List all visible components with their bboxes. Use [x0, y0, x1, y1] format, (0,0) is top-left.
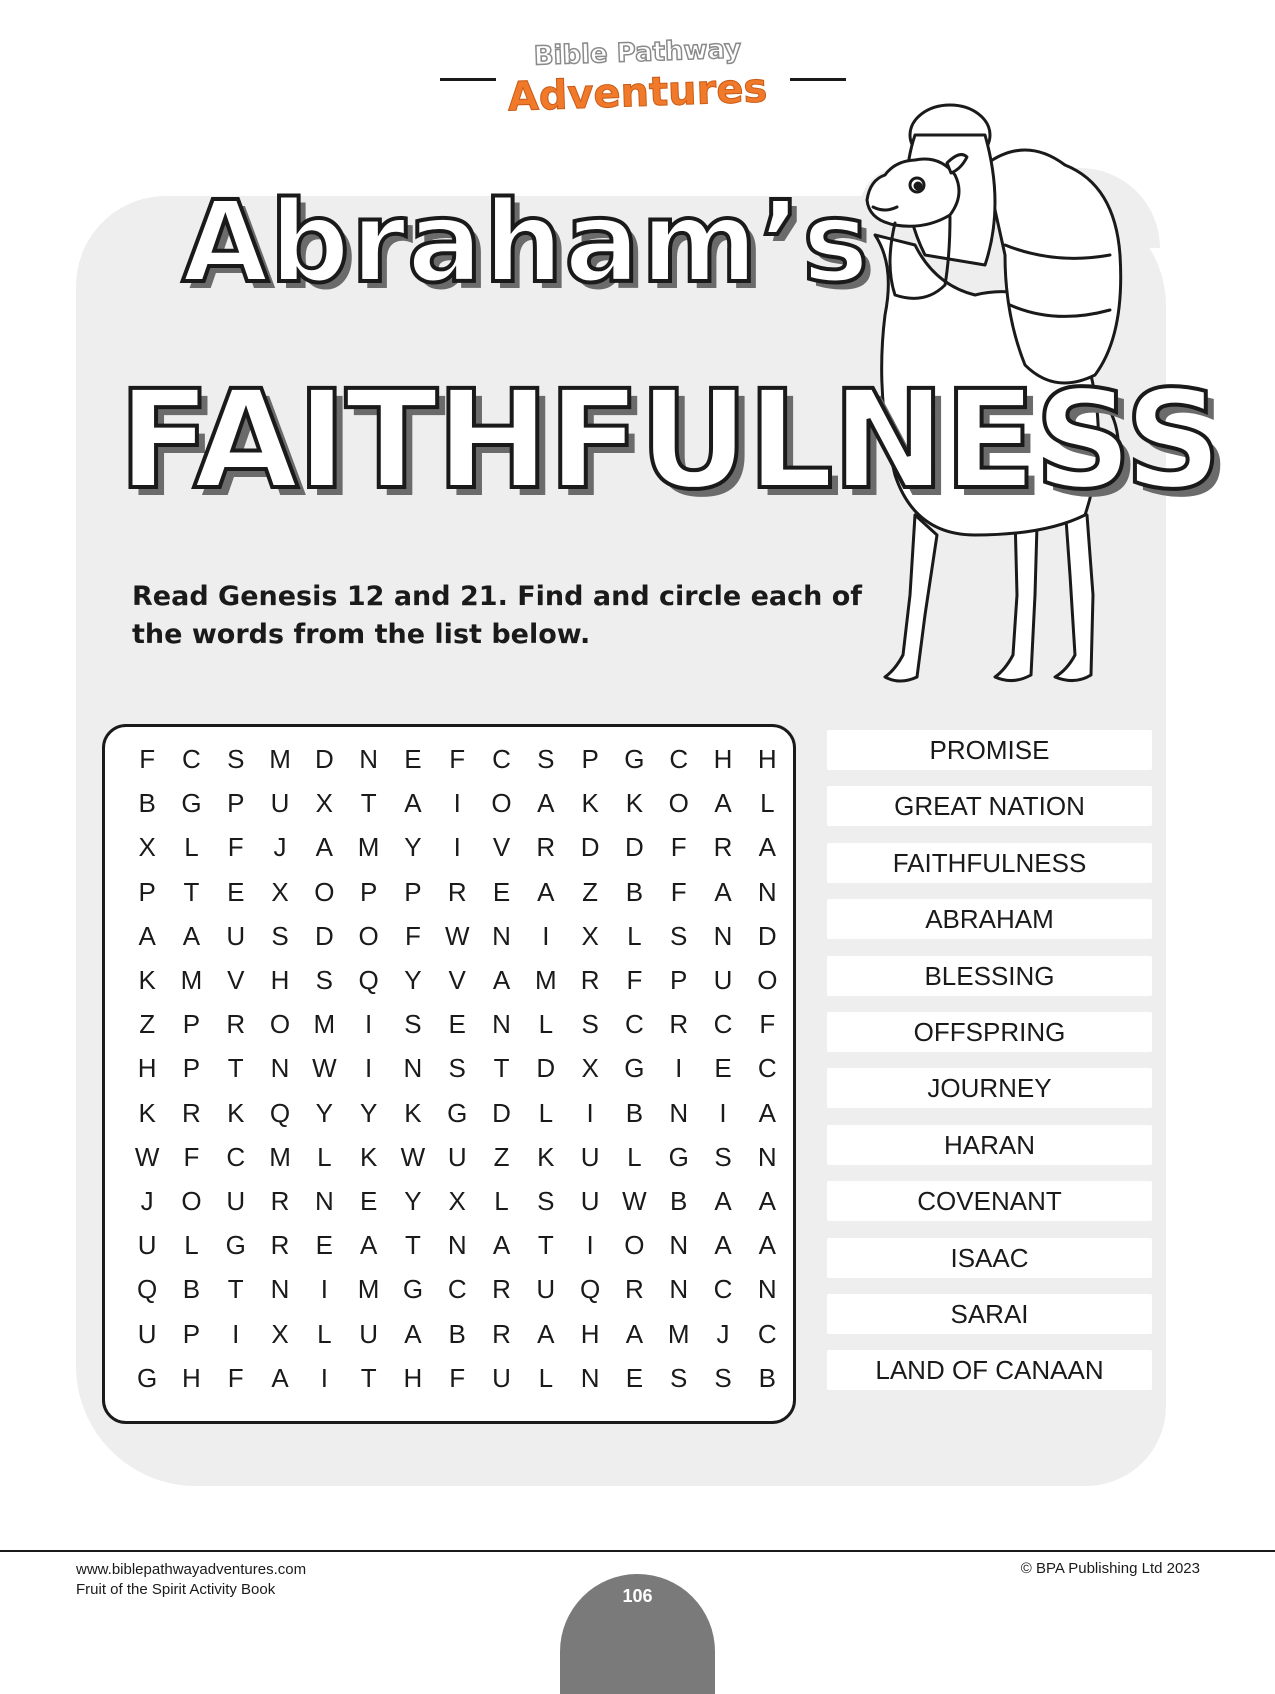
- grid-letter[interactable]: C: [447, 1274, 467, 1305]
- grid-letter[interactable]: C: [625, 1009, 644, 1040]
- grid-letter[interactable]: A: [492, 1230, 511, 1261]
- grid-letter[interactable]: P: [359, 876, 378, 907]
- grid-letter[interactable]: R: [447, 876, 467, 907]
- grid-letter[interactable]: R: [492, 1318, 511, 1349]
- grid-letter[interactable]: F: [227, 1362, 244, 1393]
- grid-letter[interactable]: L: [627, 1141, 642, 1172]
- grid-letter[interactable]: U: [447, 1141, 467, 1172]
- grid-letter[interactable]: D: [536, 1053, 556, 1084]
- grid-letter[interactable]: A: [714, 876, 732, 907]
- grid-letter[interactable]: E: [448, 1009, 466, 1040]
- grid-letter[interactable]: X: [315, 788, 333, 819]
- camel-front-leg: [1055, 505, 1093, 681]
- grid-letter[interactable]: C: [492, 744, 511, 774]
- grid-letter[interactable]: F: [449, 744, 466, 774]
- grid-letter[interactable]: E: [404, 744, 422, 774]
- grid-letter[interactable]: Z: [582, 876, 599, 907]
- camel-pupil: [915, 183, 921, 189]
- grid-letter[interactable]: H: [580, 1318, 600, 1349]
- grid-letter[interactable]: B: [448, 1318, 466, 1349]
- grid-row: [125, 1179, 789, 1223]
- grid-letter[interactable]: F: [183, 1141, 200, 1172]
- grid-letter[interactable]: A: [271, 1362, 289, 1393]
- word-list-item: JOURNEY: [827, 1068, 1152, 1108]
- grid-letter[interactable]: A: [182, 920, 201, 951]
- grid-row: [125, 870, 789, 914]
- grid-letter[interactable]: C: [713, 1009, 733, 1040]
- grid-letter[interactable]: Y: [404, 965, 422, 995]
- grid-letter[interactable]: X: [581, 1053, 599, 1084]
- grid-letter[interactable]: Q: [358, 965, 379, 995]
- grid-letter[interactable]: B: [625, 1097, 644, 1128]
- grid-letter[interactable]: A: [537, 788, 555, 819]
- grid-letter[interactable]: V: [227, 965, 245, 995]
- grid-letter[interactable]: J: [716, 1318, 730, 1349]
- grid-letter[interactable]: A: [315, 832, 333, 863]
- grid-letter[interactable]: C: [713, 1274, 733, 1305]
- grid-letter[interactable]: W: [134, 1141, 160, 1172]
- grid-letter[interactable]: Z: [493, 1141, 510, 1172]
- logo-text-top: Bible Pathway: [533, 34, 742, 72]
- grid-letter[interactable]: I: [232, 1318, 240, 1349]
- grid-letter[interactable]: A: [625, 1318, 644, 1349]
- grid-letter[interactable]: H: [182, 1362, 201, 1393]
- word-list-item: COVENANT: [827, 1181, 1152, 1221]
- grid-letter[interactable]: D: [492, 1097, 511, 1128]
- word-list-item: ISAAC: [827, 1238, 1152, 1278]
- grid-letter[interactable]: C: [669, 744, 689, 774]
- grid-letter[interactable]: A: [404, 1318, 422, 1349]
- grid-letter[interactable]: H: [713, 744, 733, 774]
- grid-letter[interactable]: R: [182, 1097, 201, 1128]
- word-list-item: OFFSPRING: [827, 1012, 1152, 1052]
- grid-letter[interactable]: A: [537, 1318, 555, 1349]
- grid-letter[interactable]: F: [404, 920, 421, 951]
- grid-letter[interactable]: D: [625, 832, 644, 863]
- grid-letter[interactable]: M: [357, 832, 380, 863]
- grid-letter[interactable]: C: [226, 1141, 246, 1172]
- grid-letter[interactable]: O: [181, 1186, 202, 1216]
- grid-letter[interactable]: A: [359, 1230, 378, 1261]
- grid-letter[interactable]: G: [447, 1097, 468, 1128]
- grid-letter[interactable]: A: [758, 832, 776, 863]
- grid-row: [125, 825, 789, 869]
- grid-letter[interactable]: I: [542, 920, 550, 951]
- grid-letter[interactable]: Q: [580, 1274, 601, 1305]
- word-list-item: GREAT NATION: [827, 786, 1152, 826]
- footer-book-title: Fruit of the Spirit Activity Book: [76, 1581, 276, 1598]
- grid-row: [125, 781, 789, 825]
- grid-letter[interactable]: D: [580, 832, 600, 863]
- grid-letter[interactable]: F: [449, 1362, 466, 1393]
- grid-letter[interactable]: A: [714, 1230, 732, 1261]
- footer-divider: [0, 1550, 1275, 1552]
- grid-letter[interactable]: T: [360, 1362, 377, 1393]
- grid-letter[interactable]: U: [137, 1318, 157, 1349]
- grid-letter[interactable]: K: [138, 965, 156, 995]
- grid-letter[interactable]: M: [534, 965, 557, 995]
- grid-letter[interactable]: P: [670, 965, 688, 995]
- grid-letter[interactable]: C: [757, 1053, 777, 1084]
- grid-letter[interactable]: X: [138, 832, 156, 863]
- grid-row: [125, 1312, 789, 1356]
- grid-letter[interactable]: T: [537, 1230, 554, 1261]
- grid-letter[interactable]: X: [271, 876, 289, 907]
- grid-letter[interactable]: L: [317, 1318, 332, 1349]
- grid-letter[interactable]: N: [270, 1274, 290, 1305]
- grid-letter[interactable]: T: [183, 876, 200, 907]
- grid-letter[interactable]: Y: [404, 832, 422, 863]
- grid-letter[interactable]: P: [182, 1009, 201, 1040]
- grid-letter[interactable]: Q: [269, 1097, 291, 1128]
- footer-copyright: © BPA Publishing Ltd 2023: [1020, 1560, 1200, 1577]
- grid-letter[interactable]: S: [271, 920, 289, 951]
- grid-letter[interactable]: D: [314, 920, 334, 951]
- grid-row: [125, 958, 789, 1002]
- grid-letter[interactable]: A: [758, 1230, 776, 1261]
- grid-letter[interactable]: L: [317, 1141, 332, 1172]
- grid-letter[interactable]: U: [137, 1230, 157, 1261]
- camel-front-leg-2: [995, 515, 1037, 681]
- grid-letter[interactable]: O: [491, 788, 512, 819]
- grid-row: [125, 1002, 789, 1046]
- grid-letter[interactable]: S: [537, 1186, 555, 1216]
- grid-letter[interactable]: F: [670, 832, 687, 863]
- grid-letter[interactable]: E: [315, 1230, 333, 1261]
- grid-letter[interactable]: G: [668, 1141, 689, 1172]
- grid-row: [125, 1135, 789, 1179]
- grid-letter[interactable]: S: [227, 744, 245, 774]
- grid-letter[interactable]: O: [314, 876, 335, 907]
- grid-letter[interactable]: N: [359, 744, 379, 774]
- grid-letter[interactable]: L: [538, 1362, 554, 1393]
- grid-letter[interactable]: B: [182, 1274, 201, 1305]
- grid-letter[interactable]: R: [226, 1009, 246, 1040]
- grid-letter[interactable]: Z: [139, 1009, 156, 1040]
- grid-letter[interactable]: U: [580, 1186, 600, 1216]
- grid-letter[interactable]: N: [757, 1274, 777, 1305]
- grid-letter[interactable]: R: [270, 1186, 290, 1216]
- grid-letter[interactable]: O: [668, 788, 689, 819]
- grid-letter[interactable]: P: [182, 1053, 201, 1084]
- grid-letter[interactable]: S: [670, 920, 688, 951]
- grid-letter[interactable]: D: [314, 744, 334, 774]
- grid-letter[interactable]: O: [358, 920, 379, 951]
- grid-letter[interactable]: Y: [359, 1097, 378, 1128]
- word-list-item: LAND OF CANAAN: [827, 1350, 1152, 1390]
- grid-letter[interactable]: X: [271, 1318, 289, 1349]
- grid-letter[interactable]: U: [226, 920, 246, 951]
- grid-letter[interactable]: N: [713, 920, 733, 951]
- grid-letter[interactable]: H: [757, 744, 777, 774]
- grid-letter[interactable]: U: [580, 1141, 600, 1172]
- grid-letter[interactable]: U: [713, 965, 733, 995]
- grid-letter[interactable]: N: [669, 1274, 689, 1305]
- word-list-item: BLESSING: [827, 956, 1152, 996]
- grid-letter[interactable]: N: [270, 1053, 290, 1084]
- grid-letter[interactable]: S: [448, 1053, 466, 1084]
- grid-letter[interactable]: L: [184, 832, 199, 863]
- grid-letter[interactable]: Y: [404, 1186, 422, 1216]
- grid-letter[interactable]: B: [138, 788, 156, 819]
- grid-letter[interactable]: A: [758, 1097, 776, 1128]
- grid-letter[interactable]: R: [669, 1009, 689, 1040]
- grid-letter[interactable]: W: [400, 1141, 426, 1172]
- title-line-2: FAITHFULNESS: [118, 362, 1221, 520]
- grid-letter[interactable]: U: [359, 1318, 379, 1349]
- grid-letter[interactable]: E: [359, 1186, 378, 1216]
- grid-row: [125, 1046, 789, 1090]
- grid-letter[interactable]: M: [667, 1318, 690, 1349]
- grid-letter[interactable]: E: [227, 876, 245, 907]
- grid-letter[interactable]: N: [447, 1230, 467, 1261]
- grid-letter[interactable]: R: [713, 832, 733, 863]
- grid-letter[interactable]: I: [365, 1009, 373, 1040]
- word-list-item: ABRAHAM: [827, 899, 1152, 939]
- grid-letter[interactable]: G: [624, 744, 645, 774]
- grid-letter[interactable]: N: [669, 1097, 689, 1128]
- grid-letter[interactable]: S: [404, 1009, 422, 1040]
- camel-head: [867, 159, 959, 226]
- grid-letter[interactable]: I: [719, 1097, 727, 1128]
- grid-letter[interactable]: T: [360, 788, 377, 819]
- grid-letter[interactable]: R: [536, 832, 556, 863]
- grid-letter[interactable]: A: [714, 1186, 732, 1216]
- grid-letter[interactable]: I: [453, 832, 461, 863]
- grid-letter[interactable]: N: [757, 876, 777, 907]
- grid-letter[interactable]: F: [759, 1009, 776, 1040]
- word-list-item: SARAI: [827, 1294, 1152, 1334]
- grid-letter[interactable]: U: [492, 1362, 511, 1393]
- grid-letter[interactable]: E: [492, 876, 511, 907]
- grid-letter[interactable]: C: [757, 1318, 777, 1349]
- grid-letter[interactable]: K: [537, 1141, 555, 1172]
- grid-row: [125, 1223, 789, 1267]
- grid-letter[interactable]: R: [580, 965, 600, 995]
- grid-letter[interactable]: M: [269, 1141, 291, 1172]
- grid-letter[interactable]: L: [184, 1230, 199, 1261]
- grid-letter[interactable]: U: [226, 1186, 246, 1216]
- grid-letter[interactable]: N: [580, 1362, 600, 1393]
- footer-website: www.biblepathwayadventures.com: [76, 1561, 307, 1578]
- grid-letter[interactable]: N: [314, 1186, 334, 1216]
- grid-letter[interactable]: S: [581, 1009, 599, 1040]
- grid-letter[interactable]: T: [227, 1274, 244, 1305]
- grid-letter[interactable]: G: [402, 1274, 424, 1305]
- grid-letter[interactable]: K: [625, 788, 644, 819]
- grid-letter[interactable]: A: [404, 788, 422, 819]
- grid-letter[interactable]: T: [404, 1230, 421, 1261]
- word-list-item: PROMISE: [827, 730, 1152, 770]
- grid-letter[interactable]: I: [675, 1053, 683, 1084]
- logo-divider-right: [790, 78, 846, 81]
- grid-letter[interactable]: B: [758, 1362, 776, 1393]
- grid-letter[interactable]: I: [586, 1230, 594, 1261]
- grid-letter[interactable]: H: [403, 1362, 423, 1393]
- grid-letter[interactable]: K: [359, 1141, 378, 1172]
- grid-letter[interactable]: V: [492, 832, 511, 863]
- grid-letter[interactable]: E: [625, 1362, 644, 1393]
- grid-letter[interactable]: A: [138, 920, 156, 951]
- grid-letter[interactable]: A: [714, 788, 732, 819]
- grid-letter[interactable]: O: [624, 1230, 645, 1261]
- grid-letter[interactable]: N: [492, 1009, 511, 1040]
- grid-letter[interactable]: K: [227, 1097, 245, 1128]
- grid-letter[interactable]: K: [581, 788, 599, 819]
- grid-row: [125, 914, 789, 958]
- grid-letter[interactable]: E: [714, 1053, 732, 1084]
- grid-letter[interactable]: S: [315, 965, 333, 995]
- grid-letter[interactable]: M: [357, 1274, 380, 1305]
- grid-letter[interactable]: F: [626, 965, 643, 995]
- grid-letter[interactable]: B: [625, 876, 644, 907]
- grid-letter[interactable]: H: [270, 965, 290, 995]
- grid-letter[interactable]: I: [320, 1362, 328, 1393]
- grid-letter[interactable]: P: [182, 1318, 201, 1349]
- grid-letter[interactable]: A: [492, 965, 511, 995]
- grid-letter[interactable]: I: [320, 1274, 328, 1305]
- grid-letter[interactable]: T: [227, 1053, 244, 1084]
- grid-letter[interactable]: W: [444, 920, 470, 951]
- grid-letter[interactable]: Q: [137, 1274, 158, 1305]
- grid-letter[interactable]: N: [669, 1230, 689, 1261]
- grid-letter[interactable]: Y: [315, 1097, 333, 1128]
- grid-letter[interactable]: S: [537, 744, 555, 774]
- grid-letter[interactable]: L: [494, 1186, 509, 1216]
- grid-letter[interactable]: S: [670, 1362, 688, 1393]
- grid-letter[interactable]: A: [758, 1186, 776, 1216]
- grid-letter[interactable]: X: [448, 1186, 466, 1216]
- grid-letter[interactable]: G: [181, 788, 202, 819]
- instructions-text: Read Genesis 12 and 21. Find and circle each of the words from the list below.: [132, 581, 863, 650]
- grid-letter[interactable]: L: [627, 920, 642, 951]
- grid-letter[interactable]: L: [760, 788, 775, 819]
- grid-letter[interactable]: W: [622, 1186, 647, 1216]
- grid-letter[interactable]: N: [757, 1141, 777, 1172]
- grid-letter[interactable]: B: [670, 1186, 688, 1216]
- grid-letter[interactable]: I: [453, 788, 461, 819]
- grid-letter[interactable]: P: [581, 744, 599, 774]
- grid-letter[interactable]: R: [625, 1274, 644, 1305]
- grid-letter[interactable]: J: [140, 1186, 154, 1216]
- word-list-item: FAITHFULNESS: [827, 843, 1152, 883]
- grid-letter[interactable]: L: [538, 1097, 554, 1128]
- camel-back-leg: [885, 515, 937, 681]
- grid-letter[interactable]: K: [138, 1097, 156, 1128]
- grid-letter[interactable]: X: [581, 920, 599, 951]
- grid-row: [125, 1267, 789, 1311]
- grid-letter[interactable]: P: [227, 788, 245, 819]
- grid-letter[interactable]: G: [225, 1230, 246, 1261]
- word-list-item: HARAN: [827, 1125, 1152, 1165]
- grid-letter[interactable]: A: [537, 876, 555, 907]
- grid-letter[interactable]: N: [403, 1053, 423, 1084]
- grid-letter[interactable]: K: [404, 1097, 422, 1128]
- grid-letter[interactable]: N: [492, 920, 511, 951]
- grid-letter[interactable]: M: [180, 965, 203, 995]
- page-number: 106: [622, 1586, 653, 1606]
- grid-letter[interactable]: V: [448, 965, 466, 995]
- grid-letter[interactable]: W: [312, 1053, 337, 1084]
- grid-letter[interactable]: F: [139, 744, 156, 774]
- word-search-grid: [102, 724, 796, 1424]
- grid-letter[interactable]: G: [624, 1053, 645, 1084]
- grid-letter[interactable]: R: [492, 1274, 511, 1305]
- grid-row: [125, 737, 789, 781]
- grid-letter[interactable]: L: [538, 1009, 554, 1040]
- grid-letter[interactable]: U: [536, 1274, 556, 1305]
- grid-letter[interactable]: P: [404, 876, 422, 907]
- grid-letter[interactable]: F: [227, 832, 244, 863]
- grid-letter[interactable]: T: [493, 1053, 510, 1084]
- grid-letter[interactable]: H: [137, 1053, 157, 1084]
- grid-letter[interactable]: S: [714, 1141, 732, 1172]
- grid-letter[interactable]: M: [269, 744, 291, 774]
- grid-letter[interactable]: D: [757, 920, 777, 951]
- grid-letter[interactable]: M: [313, 1009, 336, 1040]
- grid-letter[interactable]: O: [757, 965, 778, 995]
- grid-letter[interactable]: I: [586, 1097, 594, 1128]
- grid-letter[interactable]: S: [714, 1362, 732, 1393]
- logo-text-bottom: Adventures: [507, 65, 768, 121]
- grid-letter[interactable]: G: [137, 1362, 158, 1393]
- grid-letter[interactable]: I: [365, 1053, 373, 1084]
- grid-letter[interactable]: P: [138, 876, 156, 907]
- grid-letter[interactable]: R: [270, 1230, 290, 1261]
- grid-row: [125, 1091, 789, 1135]
- grid-letter[interactable]: C: [182, 744, 201, 774]
- grid-letter[interactable]: U: [270, 788, 290, 819]
- grid-row: [125, 1356, 789, 1400]
- grid-letter[interactable]: J: [273, 832, 287, 863]
- grid-letter[interactable]: F: [670, 876, 687, 907]
- footer-left: [76, 1560, 306, 1600]
- title-line-1: Abraham’s: [182, 178, 870, 308]
- grid-letter[interactable]: O: [269, 1009, 291, 1040]
